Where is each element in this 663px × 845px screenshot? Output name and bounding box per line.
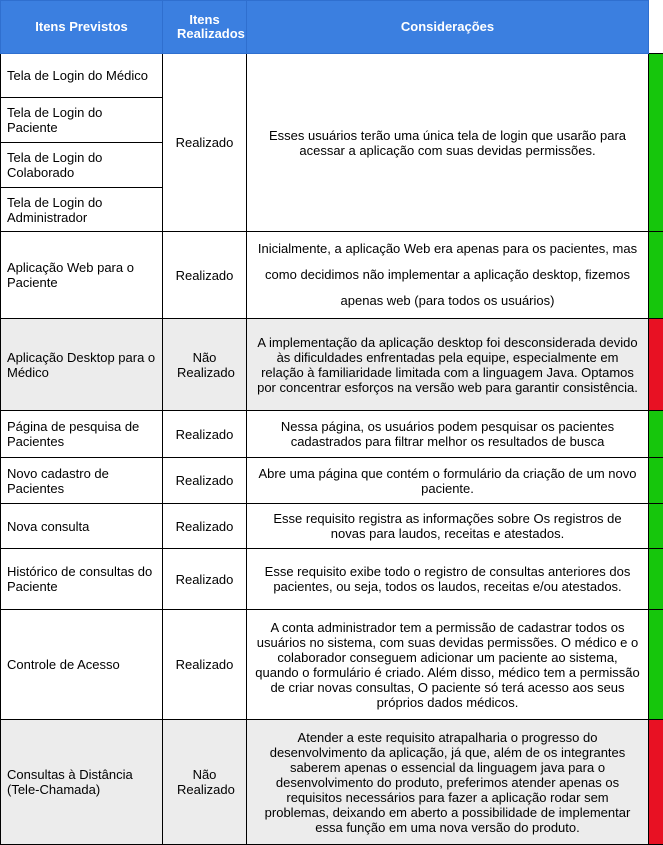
status-flag [649, 54, 663, 232]
status-cell: Realizado [163, 458, 247, 504]
header-row [1, 1, 663, 54]
item-cell: Novo cadastro de Pacientes [1, 458, 163, 504]
note-cell: A conta administrador tem a permissão de cadastrar todos os usuários no sistema, com suas devidas permissões. O médico e o colaborador conseguem adicionar um paciente ao sistema, quando o formulário é criado. Além disso, médico tem a permissão de criar novas consultas, O paciente só terá acesso aos seus próprios dados médicos. [247, 610, 649, 720]
note-cell: Esse requisito exibe todo o registro de consultas anteriores dos pacientes, ou seja, todos os laudos, receitas e/ou atestados. [247, 549, 649, 610]
status-cell: Realizado [163, 411, 247, 458]
header-done: Itens Realizados [163, 1, 247, 54]
item-cell: Tela de Login do Administrador [1, 188, 163, 232]
item-cell: Página de pesquisa de Pacientes [1, 411, 163, 458]
status-flag [649, 458, 663, 504]
status-flag [649, 411, 663, 458]
status-cell: Não Realizado [163, 720, 247, 845]
table-row [1, 411, 663, 458]
status-cell: Não Realizado [163, 319, 247, 411]
item-cell: Aplicação Web para o Paciente [1, 232, 163, 319]
status-flag [649, 549, 663, 610]
status-flag [649, 610, 663, 720]
note-cell: Abre uma página que contém o formulário da criação de um novo paciente. [247, 458, 649, 504]
note-cell: Esses usuários terão uma única tela de login que usarão para acessar a aplicação com suas devidas permissões. [247, 54, 649, 232]
item-cell: Histórico de consultas do Paciente [1, 549, 163, 610]
note-cell: Inicialmente, a aplicação Web era apenas para os pacientes, mas como decidimos não implementar a aplicação desktop, fizemos apenas web (para todos os usuários) [247, 232, 649, 319]
status-cell: Realizado [163, 504, 247, 549]
table-row [1, 549, 663, 610]
item-cell: Aplicação Desktop para o Médico [1, 319, 163, 411]
note-cell: Atender a este requisito atrapalharia o progresso do desenvolvimento da aplicação, já que, além de os integrantes saberem apenas o essencial da linguagem java para o desenvolvimento do produto, preferimos atender apenas os requisitos necessários para fazer a aplicação rodar sem problemas, deixando em aberto a possibilidade de implementar essa função em uma nova versão do produto. [247, 720, 649, 845]
status-flag [649, 319, 663, 411]
status-flag [649, 504, 663, 549]
header-flag-spacer [649, 1, 663, 54]
table-row [1, 54, 663, 98]
status-flag [649, 720, 663, 845]
status-cell: Realizado [163, 232, 247, 319]
table-row [1, 504, 663, 549]
item-cell: Tela de Login do Médico [1, 54, 163, 98]
table-row [1, 720, 663, 845]
status-cell: Realizado [163, 54, 247, 232]
item-cell: Controle de Acesso [1, 610, 163, 720]
table-row [1, 232, 663, 319]
header-notes: Considerações [247, 1, 649, 54]
table-row [1, 319, 663, 411]
table-row [1, 610, 663, 720]
item-cell: Tela de Login do Colaborado [1, 143, 163, 188]
status-flag [649, 232, 663, 319]
table-row [1, 458, 663, 504]
header-planned: Itens Previstos [1, 1, 163, 54]
note-cell: Nessa página, os usuários podem pesquisar os pacientes cadastrados para filtrar melhor os resultados de busca [247, 411, 649, 458]
item-cell: Consultas à Distância (Tele-Chamada) [1, 720, 163, 845]
note-cell: A implementação da aplicação desktop foi desconsiderada devido às dificuldades enfrentadas pela equipe, especialmente em relação à familiaridade limitada com a linguagem Java. Optamos por concentrar esforços na versão web para garantir consistência. [247, 319, 649, 411]
status-cell: Realizado [163, 549, 247, 610]
note-cell: Esse requisito registra as informações sobre Os registros de novas para laudos, receitas e atestados. [247, 504, 649, 549]
item-cell: Nova consulta [1, 504, 163, 549]
item-cell: Tela de Login do Paciente [1, 98, 163, 143]
status-cell: Realizado [163, 610, 247, 720]
